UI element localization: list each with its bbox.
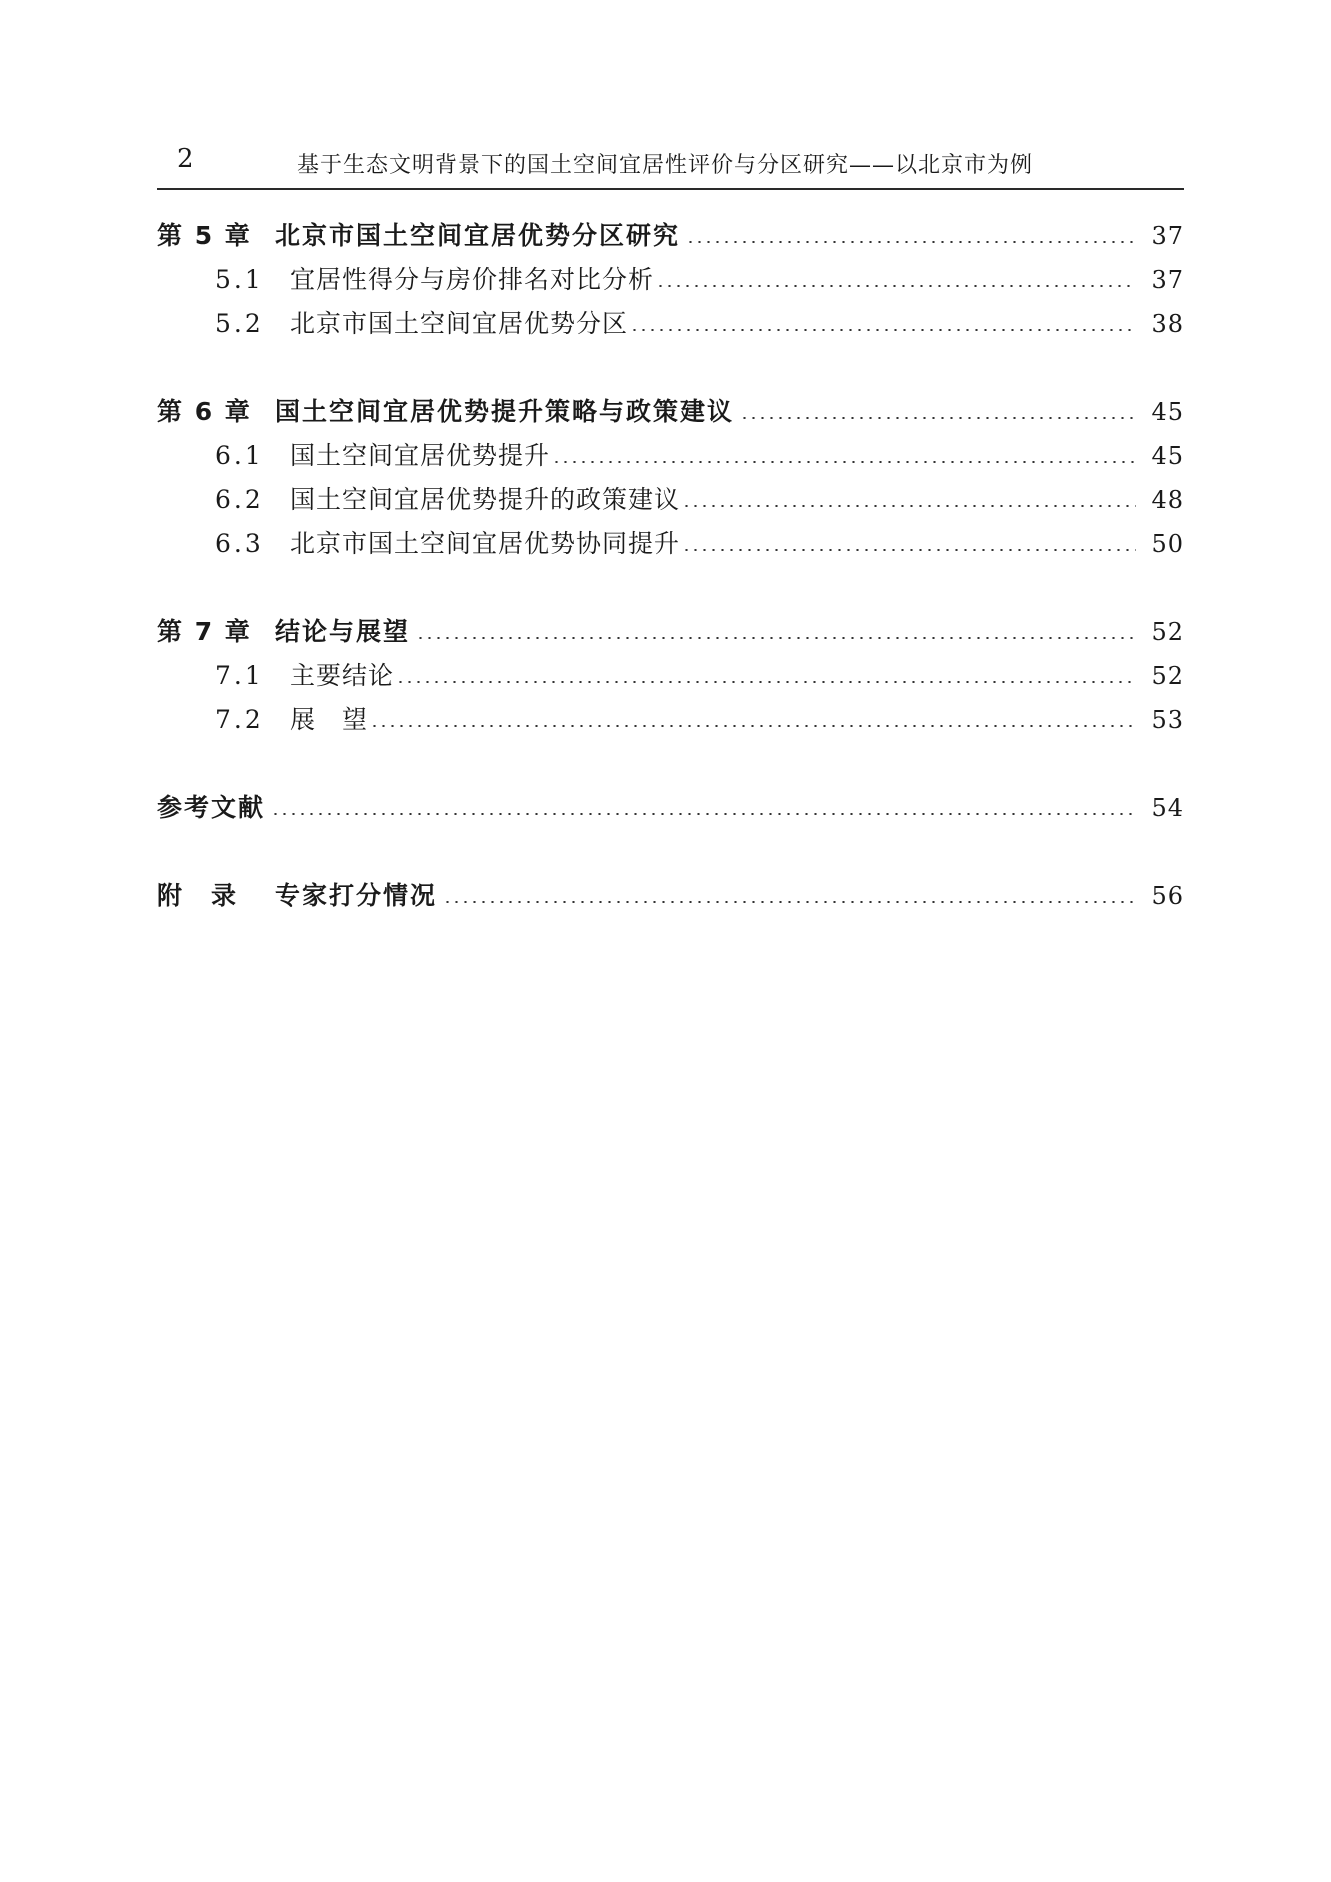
toc-section-number: 6.1 [215,441,264,470]
toc-spacer [157,742,1184,786]
toc-appendix-label: 附 录 [157,881,239,910]
toc-entry-title: 北京市国土空间宜居优势分区研究 [275,221,681,250]
dot-leader [740,417,1136,419]
running-title: 基于生态文明背景下的国土空间宜居性评价与分区研究——以北京市为例 [297,153,1034,178]
dot-leader [443,901,1136,903]
toc-entry-chapter-5[interactable] [157,214,1184,258]
toc-entry-title: 北京市国土空间宜居优势分区 [290,309,629,338]
toc-page-number: 37 [1151,266,1184,294]
toc-section-number: 5.1 [215,265,264,294]
toc-entry-title: 国土空间宜居优势提升的政策建议 [290,485,681,514]
toc-section-number: 6.2 [215,485,264,514]
dot-leader [552,461,1136,463]
toc-entry-references[interactable] [157,786,1184,830]
toc-entry-title: 展 望 [290,705,369,734]
dot-leader [682,549,1136,551]
toc-entry-section-6-2[interactable] [157,478,1184,522]
dot-leader [370,725,1136,727]
toc-entry-title: 宜居性得分与房价排名对比分析 [290,265,655,294]
toc-section-number: 7.1 [215,661,264,690]
toc-section-number: 7.2 [215,705,264,734]
page-number: 2 [177,144,194,174]
toc-entry-section-5-1[interactable] [157,258,1184,302]
dot-leader [271,813,1136,815]
toc-entry-chapter-7[interactable] [157,610,1184,654]
toc-entry-appendix[interactable] [157,874,1184,918]
toc-entry-title: 参考文献 [157,793,266,822]
toc-page-number: 53 [1151,706,1184,734]
toc-entry-section-6-3[interactable] [157,522,1184,566]
toc-entry-title: 国土空间宜居优势提升策略与政策建议 [275,397,735,426]
toc-entry-title: 专家打分情况 [275,881,438,910]
toc-entry-section-6-1[interactable] [157,434,1184,478]
toc-entry-section-5-2[interactable] [157,302,1184,346]
toc-page-number: 45 [1151,442,1184,470]
toc-page-number: 48 [1151,486,1184,514]
toc-chapter-number: 第 7 章 [157,617,252,646]
running-header [157,140,1184,190]
dot-leader [630,329,1136,331]
toc-page-number: 50 [1151,530,1184,558]
dot-leader [656,285,1136,287]
toc-chapter-number: 第 6 章 [157,397,252,426]
toc-spacer [157,566,1184,610]
toc-entry-section-7-2[interactable] [157,698,1184,742]
toc-page-number: 52 [1151,662,1184,690]
toc-section-number: 5.2 [215,309,264,338]
toc-chapter-number: 第 5 章 [157,221,252,250]
toc-page-number: 56 [1151,882,1184,910]
toc-spacer [157,346,1184,390]
toc-page-number: 52 [1151,618,1184,646]
toc-page-number: 37 [1151,222,1184,250]
toc-section-number: 6.3 [215,529,264,558]
toc-entry-section-7-1[interactable] [157,654,1184,698]
toc-page-number: 38 [1151,310,1184,338]
dot-leader [682,505,1136,507]
table-of-contents [157,214,1184,918]
toc-entry-chapter-6[interactable] [157,390,1184,434]
toc-entry-title: 国土空间宜居优势提升 [290,441,551,470]
dot-leader [416,637,1136,639]
toc-spacer [157,830,1184,874]
toc-entry-title: 结论与展望 [275,617,411,646]
toc-page-number: 45 [1151,398,1184,426]
dot-leader [686,241,1136,243]
toc-entry-title: 北京市国土空间宜居优势协同提升 [290,529,681,558]
dot-leader [396,681,1136,683]
toc-page-number: 54 [1151,794,1184,822]
toc-entry-title: 主要结论 [290,661,395,690]
